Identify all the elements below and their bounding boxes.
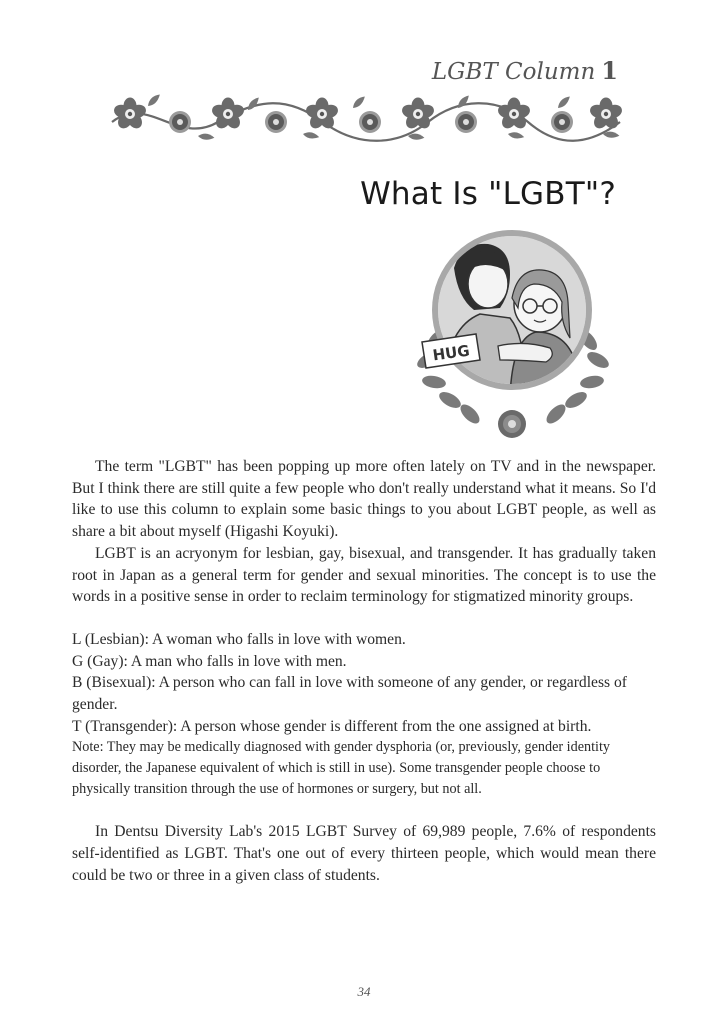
paragraph: In Dentsu Diversity Lab's 2015 LGBT Survey of 69,989 people, 7.6% of respondents self-identified as LGBT. That's one out of every thirteen people, which would mean there could be two or three in a given class of students. — [72, 823, 656, 884]
paragraph: The term "LGBT" has been popping up more often lately on TV and in the newspaper. But I think there are still quite a few people who don't really understand what it means. So I'd like to use this column to explain some basic things to you about LGBT people, as well as share a bit about myself (Higashi Koyuki). — [72, 458, 656, 541]
definition-bisexual — [72, 672, 656, 715]
definition-text: A man who falls in love with men. — [127, 652, 347, 670]
column-label — [432, 56, 618, 85]
definition-term: B (Bisexual): — [72, 674, 156, 692]
column-number: 1 — [601, 56, 618, 85]
definition-lesbian — [72, 629, 656, 651]
page-title: What Is "LGBT"? — [360, 176, 616, 212]
paragraph: LGBT is an acryonym for lesbian, gay, bisexual, and transgender. It has gradually taken root in Japan as a general term for gender and sexual minorities. The concept is to use the words in a positive sense in order to reclaim terminology for stigmatized minority groups. — [72, 544, 656, 606]
page-number: 34 — [357, 984, 371, 999]
definition-term: L (Lesbian): — [72, 630, 149, 648]
hug-badge-text: HUG — [431, 341, 471, 365]
column-label-text: LGBT Column — [431, 59, 596, 85]
floral-vine-ornament — [108, 84, 624, 166]
definition-term: T (Transgender): — [72, 717, 178, 735]
article-body — [72, 456, 656, 887]
note: Note: They may be medically diagnosed with gender dysphoria (or, previously, gender identity disorder, the Japanese equivalent of which is still in use). Some transgender people choose to physically transition through the use of hormones or surgery, but not all. — [72, 739, 611, 798]
definition-text: A person who can fall in love with someone of any gender, or regardless of gender. — [72, 674, 627, 714]
definition-text: A woman who falls in love with women. — [148, 630, 406, 648]
definition-gay — [72, 651, 656, 673]
definition-text: A person whose gender is different from the one assigned at birth. — [177, 717, 592, 735]
definition-term: G (Gay): — [72, 652, 128, 670]
hug-illustration — [414, 228, 640, 440]
definition-transgender — [72, 716, 656, 738]
